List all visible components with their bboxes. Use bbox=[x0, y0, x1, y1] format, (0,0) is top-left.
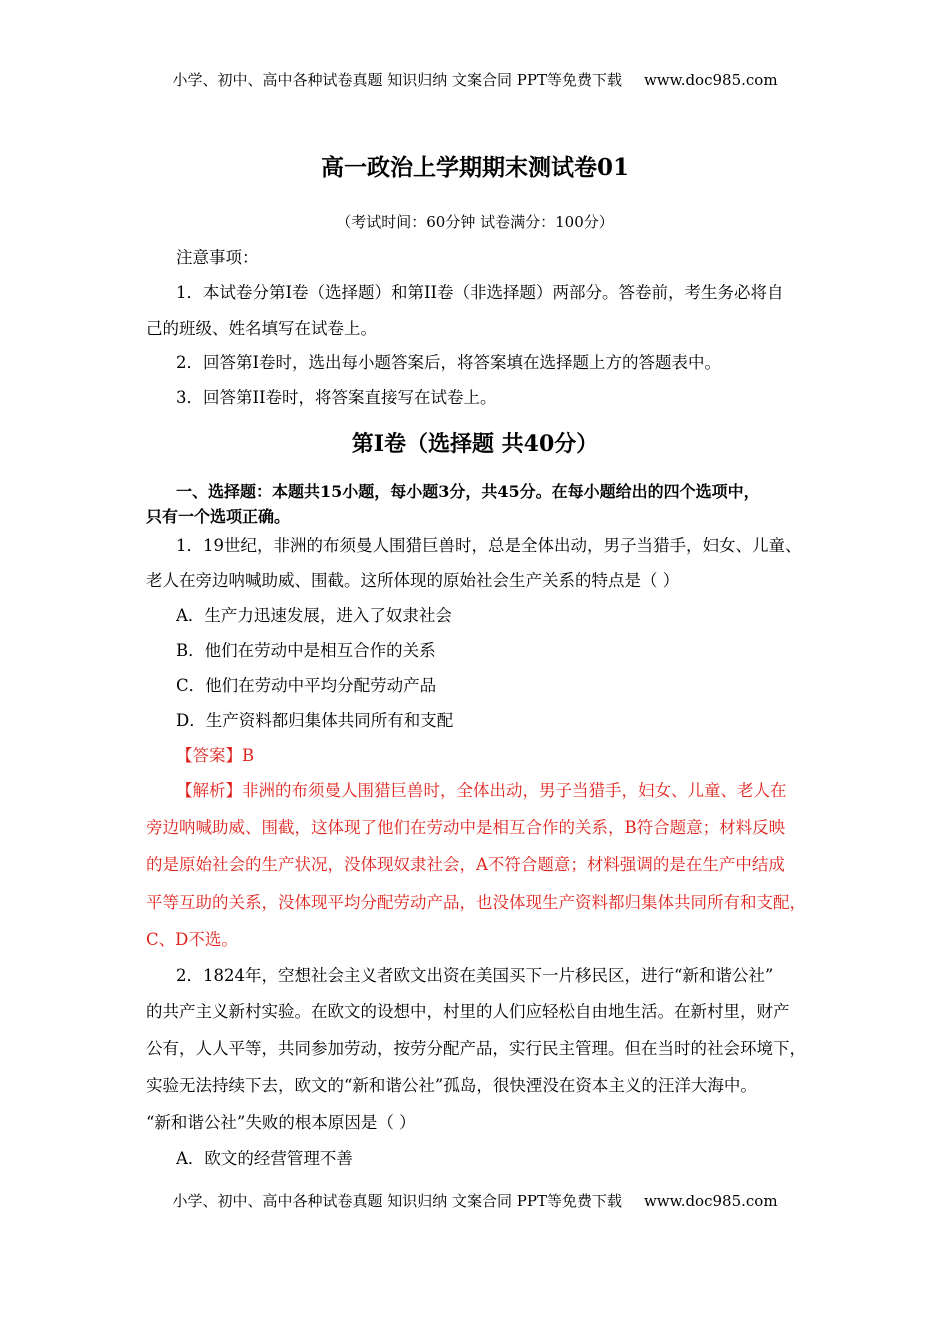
header-promo-text: 小学、初中、高中各种试卷真题 知识归纳 文案合同 PPT等免费下载 bbox=[172, 71, 622, 89]
instructions-line-1: 一、选择题：本题共15小题，每小题3分，共45分。在每小题给出的四个选项中， bbox=[176, 482, 760, 501]
footer-site-link[interactable]: www.doc985.com bbox=[643, 1192, 778, 1210]
exam-meta: （考试时间：60分钟 试卷满分：100分） bbox=[336, 213, 614, 231]
note-1-line-1: 1．本试卷分第I卷（选择题）和第II卷（非选择题）两部分。答卷前，考生务必将自 bbox=[176, 283, 784, 302]
q2-stem-line-2: 的共产主义新村实验。在欧文的设想中，村里的人们应轻松自由地生活。在新村里，财产 bbox=[146, 1002, 790, 1021]
q1-option-c: C．他们在劳动中平均分配劳动产品 bbox=[176, 676, 437, 695]
q1-answer: 【答案】B bbox=[176, 746, 255, 765]
notes-heading: 注意事项： bbox=[176, 248, 259, 267]
page-footer bbox=[0, 1190, 950, 1211]
footer-promo-text: 小学、初中、高中各种试卷真题 知识归纳 文案合同 PPT等免费下载 bbox=[172, 1192, 622, 1210]
q1-option-b: B．他们在劳动中是相互合作的关系 bbox=[176, 641, 436, 660]
q1-option-a: A．生产力迅速发展，进入了奴隶社会 bbox=[176, 606, 452, 625]
note-1-line-2: 己的班级、姓名填写在试卷上。 bbox=[146, 319, 377, 338]
q1-stem-line-2: 老人在旁边呐喊助威、围截。这所体现的原始社会生产关系的特点是（ ） bbox=[146, 571, 680, 590]
exam-title: 高一政治上学期期末测试卷01 bbox=[320, 154, 629, 181]
note-3: 3．回答第II卷时，将答案直接写在试卷上。 bbox=[176, 388, 497, 407]
q1-analysis-line-5: C、D不选。 bbox=[146, 930, 238, 949]
q2-option-a: A．欧文的经营管理不善 bbox=[176, 1149, 353, 1168]
q2-stem-line-1: 2．1824年，空想社会主义者欧文出资在美国买下一片移民区，进行“新和谐公社” bbox=[176, 966, 774, 985]
q1-analysis-line-2: 旁边呐喊助威、围截，这体现了他们在劳动中是相互合作的关系，B符合题意；材料反映 bbox=[146, 818, 786, 837]
instructions-line-2: 只有一个选项正确。 bbox=[146, 507, 291, 526]
note-2: 2．回答第I卷时，选出每小题答案后，将答案填在选择题上方的答题表中。 bbox=[176, 353, 722, 372]
page-header bbox=[0, 69, 950, 90]
q1-stem-line-1: 1．19世纪，非洲的布须曼人围猎巨兽时，总是全体出动，男子当猎手，妇女、儿童、 bbox=[176, 536, 802, 555]
header-site-link[interactable]: www.doc985.com bbox=[643, 71, 778, 89]
q2-stem-line-4: 实验无法持续下去，欧文的“新和谐公社”孤岛，很快湮没在资本主义的汪洋大海中。 bbox=[146, 1076, 757, 1095]
q1-analysis-line-1: 【解析】非洲的布须曼人围猎巨兽时，全体出动，男子当猎手，妇女、儿童、老人在 bbox=[176, 781, 787, 800]
q1-analysis-line-3: 的是原始社会的生产状况，没体现奴隶社会，A不符合题意；材料强调的是在生产中结成 bbox=[146, 855, 785, 874]
q2-stem-line-5: “新和谐公社”失败的根本原因是（ ） bbox=[146, 1113, 416, 1132]
section-title: 第Ⅰ卷（选择题 共40分） bbox=[351, 431, 599, 457]
q1-option-d: D．生产资料都归集体共同所有和支配 bbox=[176, 711, 454, 730]
q2-stem-line-3: 公有，人人平等，共同参加劳动，按劳分配产品，实行民主管理。但在当时的社会环境下， bbox=[146, 1039, 806, 1058]
q1-analysis-line-4: 平等互助的关系，没体现平均分配劳动产品，也没体现生产资料都归集体共同所有和支配， bbox=[146, 893, 806, 912]
